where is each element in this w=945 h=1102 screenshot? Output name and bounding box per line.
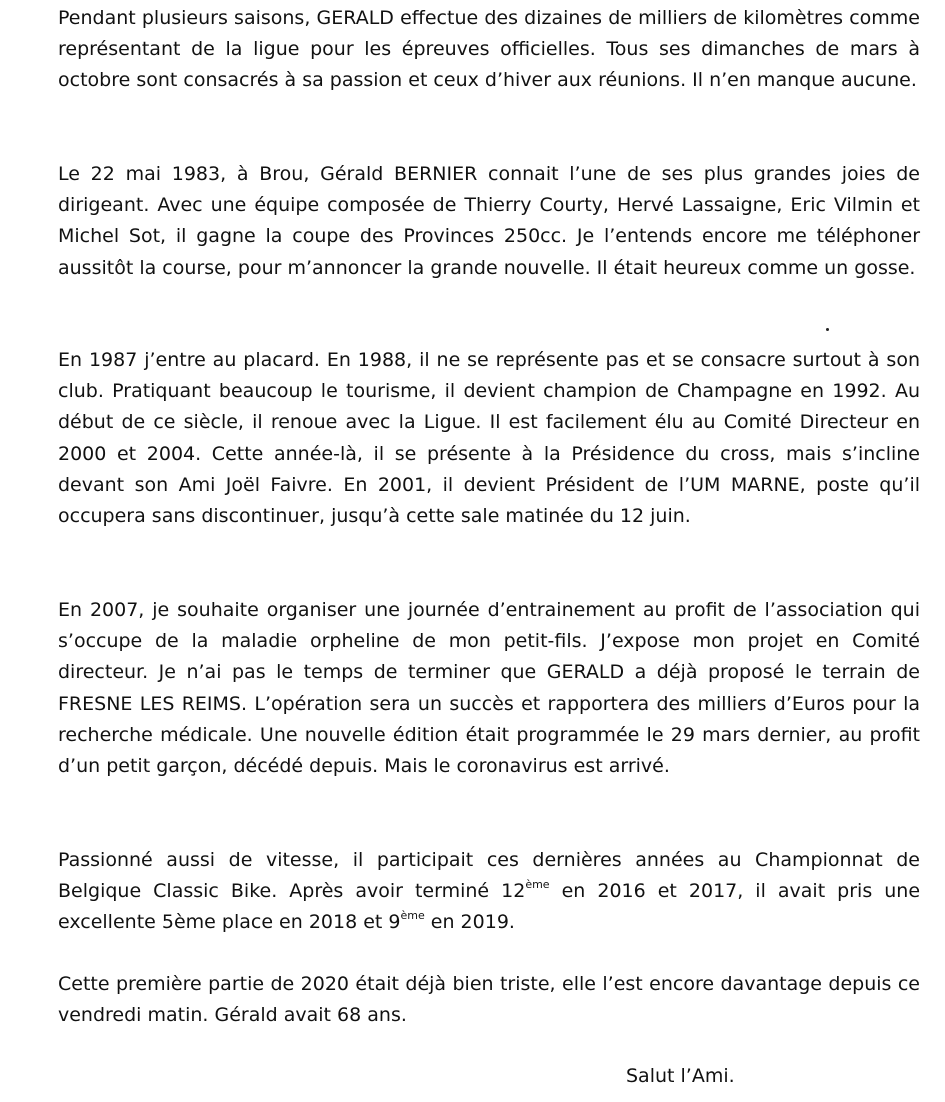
stray-dot <box>826 328 829 331</box>
paragraph-5-part-1: Passionné aussi de vitesse, il participait ces dernières années au Championnat de Belgique Classic Bike. Après avoir terminé 12 <box>58 849 920 903</box>
paragraph-5-part-2: en 2016 et 2017, il avait pris une excellente 5ème place en 2018 et 9 <box>58 880 921 934</box>
paragraph-2: Le 22 mai 1983, à Brou, Gérald BERNIER connait l’une de ses plus grandes joies de dirigeant. Avec une équipe composée de Thierry Courty, Hervé Lassaigne, Eric Vilmin et Michel Sot, il gagne la coupe des Provinces 250cc. Je l’entends encore me téléphoner aussitôt la course, pour m’annoncer la grande nouvelle. Il était heureux comme un gosse. <box>58 163 920 279</box>
signoff: Salut l’Ami. <box>626 1065 735 1087</box>
paragraph-5 <box>58 845 920 939</box>
paragraph-1: Pendant plusieurs saisons, GERALD effectue des dizaines de milliers de kilomètres comme représentant de la ligue pour les épreuves officielles. Tous ses dimanches de mars à octobre sont consacrés à sa passion et ceux d’hiver aux réunions. Il n’en manque aucune. <box>58 7 920 92</box>
paragraph-4: En 2007, je souhaite organiser une journée d’entrainement au profit de l’association qui s’occupe de la maladie orpheline de mon petit-fils. J’expose mon projet en Comité directeur. Je n’ai pas le temps de terminer que GERALD a déjà proposé le terrain de FRESNE LES REIMS. L’opération sera un succès et rapportera des milliers d’Euros pour la recherche médicale. Une nouvelle édition était programmée le 29 mars dernier, au profit d’un petit garçon, décédé depuis. Mais le coronavirus est arrivé. <box>58 599 920 778</box>
paragraph-3: En 1987 j’entre au placard. En 1988, il ne se représente pas et se consacre surtout à son club. Pratiquant beaucoup le tourisme, il devient champion de Champagne en 1992. Au début de ce siècle, il renoue avec la Ligue. Il est facilement élu au Comité Directeur en 2000 et 2004. Cette année-là, il se présente à la Présidence du cross, mais s’incline devant son Ami Joël Faivre. En 2001, il devient Président de l’UM MARNE, poste qu’il occupera sans discontinuer, jusqu’à cette sale matinée du 12 juin. <box>58 349 920 528</box>
superscript-2: ème <box>400 909 425 923</box>
superscript-1: ème <box>525 877 550 891</box>
paragraph-6: Cette première partie de 2020 était déjà bien triste, elle l’est encore davantage depuis ce vendredi matin. Gérald avait 68 ans. <box>58 973 920 1027</box>
paragraph-5-part-3: en 2019. <box>424 911 515 934</box>
